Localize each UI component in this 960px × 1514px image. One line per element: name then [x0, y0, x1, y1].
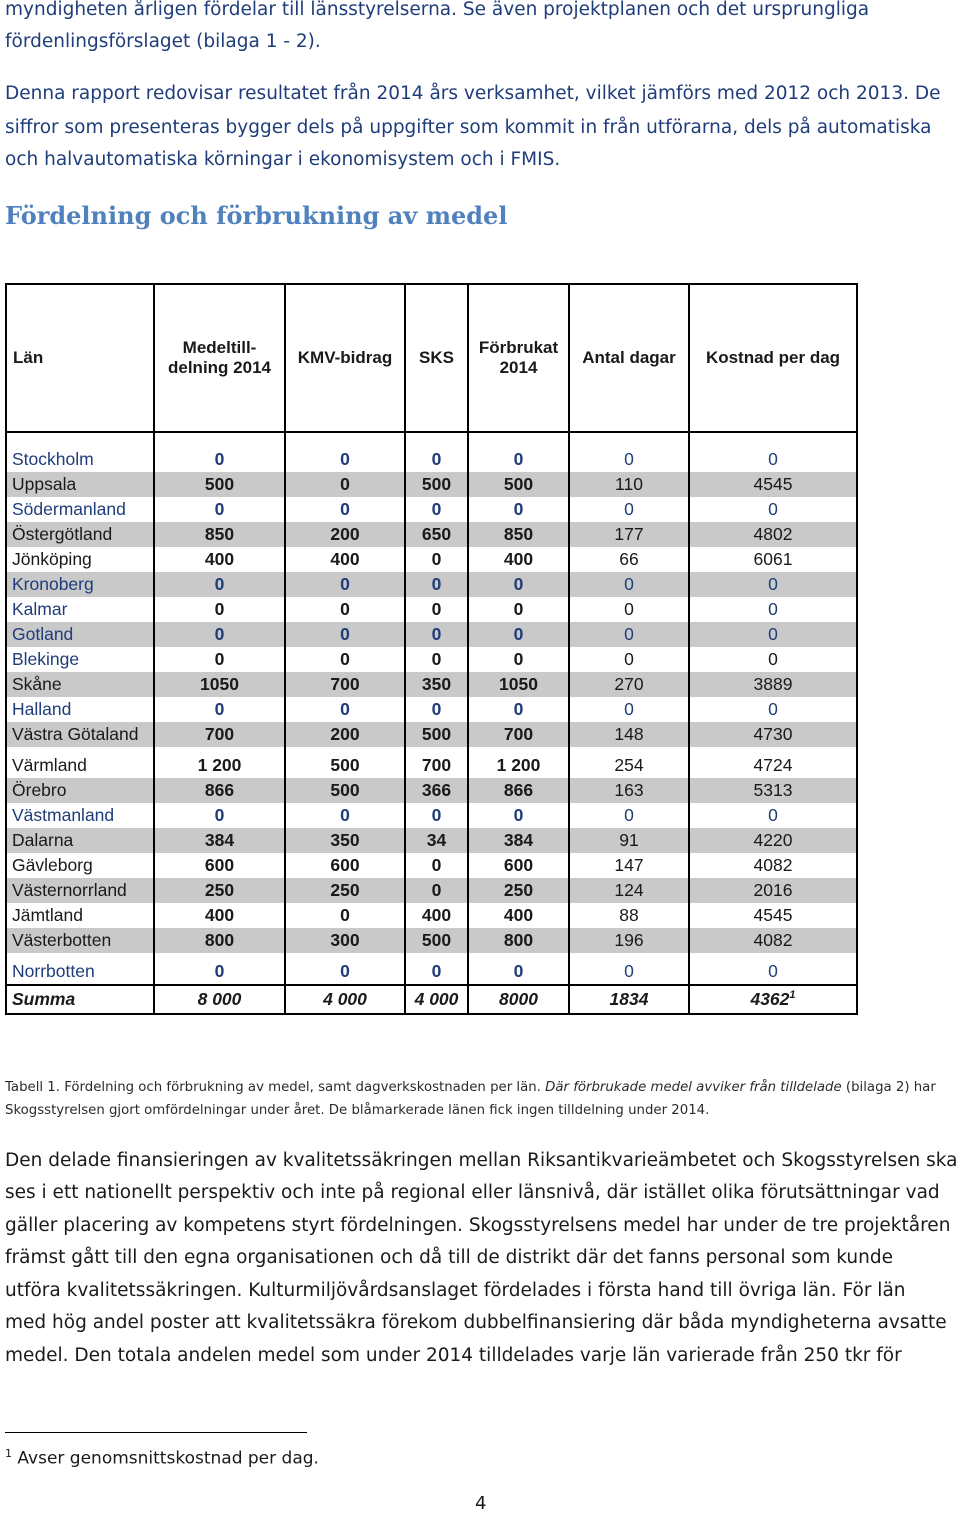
cell-lan: Kronoberg [6, 572, 154, 597]
cell-forbrukat: 800 [468, 928, 569, 953]
cell-antal: 91 [569, 828, 689, 853]
header-forbrukat-line-1: Förbrukat [478, 338, 559, 357]
allocation-table [5, 283, 858, 1015]
cell-antal: 0 [569, 432, 689, 472]
summary-medel: 8 000 [154, 985, 285, 1014]
cell-antal: 0 [569, 697, 689, 722]
cell-lan: Gotland [6, 622, 154, 647]
cell-antal: 0 [569, 497, 689, 522]
cell-forbrukat: 0 [468, 432, 569, 472]
cell-lan: Blekinge [6, 647, 154, 672]
cell-antal: 196 [569, 928, 689, 953]
cell-kmv: 0 [285, 497, 405, 522]
cell-kostnad: 0 [689, 803, 857, 828]
intro-line-3: Denna rapport redovisar resultatet från 2014 års verksamhet, vilket jämförs med 2012 och 2013. De [5, 83, 941, 104]
cell-lan: Värmland [6, 747, 154, 778]
cell-antal: 0 [569, 647, 689, 672]
table-row [6, 878, 857, 903]
footnote-divider [5, 1432, 307, 1433]
caption-part-3: (bilaga 2) har [841, 1080, 936, 1095]
page-number: 4 [475, 1493, 487, 1514]
cell-forbrukat: 0 [468, 597, 569, 622]
cell-forbrukat: 866 [468, 778, 569, 803]
cell-kmv: 0 [285, 472, 405, 497]
summary-sks: 4 000 [405, 985, 468, 1014]
cell-kmv: 300 [285, 928, 405, 953]
cell-kostnad: 4082 [689, 853, 857, 878]
cell-medel: 0 [154, 803, 285, 828]
caption-line-2: Skogsstyrelsen gjort omfördelningar under året. De blåmarkerade länen fick ingen tilldelning under 2014. [5, 1103, 710, 1118]
table-row [6, 522, 857, 547]
cell-kmv: 0 [285, 572, 405, 597]
header-forbrukat-line-2: 2014 [499, 358, 538, 377]
footnote-text: Avser genomsnittskostnad per dag. [12, 1448, 319, 1469]
cell-sks: 0 [405, 497, 468, 522]
cell-antal: 147 [569, 853, 689, 878]
intro-line-1: myndigheten årligen fördelar till länsstyrelserna. Se även projektplanen och det ursprungliga [5, 0, 870, 20]
cell-forbrukat: 500 [468, 472, 569, 497]
cell-medel: 700 [154, 722, 285, 747]
cell-medel: 384 [154, 828, 285, 853]
cell-sks: 400 [405, 903, 468, 928]
cell-medel: 0 [154, 572, 285, 597]
cell-kmv: 250 [285, 878, 405, 903]
table-row [6, 747, 857, 778]
body-line-7: medel. Den totala andelen medel som under 2014 tilldelades varje län varierade från 250 tkr för [5, 1345, 902, 1366]
cell-kostnad: 4724 [689, 747, 857, 778]
cell-kmv: 0 [285, 953, 405, 985]
cell-forbrukat: 0 [468, 953, 569, 985]
table-caption [5, 1076, 955, 1122]
table-row [6, 572, 857, 597]
summary-kostnad-cell [689, 985, 857, 1014]
cell-forbrukat: 0 [468, 497, 569, 522]
cell-lan: Västmanland [6, 803, 154, 828]
cell-antal: 254 [569, 747, 689, 778]
cell-kmv: 0 [285, 903, 405, 928]
cell-lan: Jönköping [6, 547, 154, 572]
header-medel-line-2: delning 2014 [168, 358, 271, 377]
cell-kmv: 0 [285, 803, 405, 828]
cell-antal: 124 [569, 878, 689, 903]
cell-lan: Uppsala [6, 472, 154, 497]
cell-kostnad: 0 [689, 597, 857, 622]
cell-kmv: 350 [285, 828, 405, 853]
body-line-5: utföra kvalitetssäkringen. Kulturmiljövårdsanslaget fördelades i första hand till övriga län. För län [5, 1280, 906, 1301]
header-kmv-bidrag: KMV-bidrag [285, 284, 405, 432]
cell-forbrukat: 1050 [468, 672, 569, 697]
cell-lan: Östergötland [6, 522, 154, 547]
intro-line-4: siffror som presenteras bygger dels på uppgifter som kommit in från utförarna, dels på automatiska [5, 117, 932, 138]
cell-kostnad: 0 [689, 647, 857, 672]
cell-kmv: 0 [285, 697, 405, 722]
cell-forbrukat: 400 [468, 547, 569, 572]
cell-kostnad: 0 [689, 497, 857, 522]
cell-lan: Norrbotten [6, 953, 154, 985]
section-heading: Fördelning och förbrukning av medel [5, 201, 508, 230]
cell-antal: 88 [569, 903, 689, 928]
header-medeltilldelning [154, 284, 285, 432]
cell-antal: 66 [569, 547, 689, 572]
cell-lan: Dalarna [6, 828, 154, 853]
cell-kmv: 0 [285, 622, 405, 647]
table-row [6, 647, 857, 672]
cell-kostnad: 4802 [689, 522, 857, 547]
cell-lan: Gävleborg [6, 853, 154, 878]
cell-kmv: 0 [285, 597, 405, 622]
cell-lan: Västernorrland [6, 878, 154, 903]
cell-forbrukat: 700 [468, 722, 569, 747]
caption-italic: Där förbrukade medel avviker från tilldelade [545, 1080, 842, 1095]
cell-sks: 34 [405, 828, 468, 853]
cell-kostnad: 0 [689, 572, 857, 597]
table-row [6, 432, 857, 472]
cell-kmv: 200 [285, 722, 405, 747]
cell-kostnad: 4730 [689, 722, 857, 747]
body-line-1: Den delade finansieringen av kvalitetssäkringen mellan Riksantikvarieämbetet och Skogsstyrelsen ska [5, 1150, 958, 1171]
table-row [6, 953, 857, 985]
cell-medel: 1 200 [154, 747, 285, 778]
cell-medel: 400 [154, 547, 285, 572]
cell-kostnad: 5313 [689, 778, 857, 803]
cell-medel: 0 [154, 597, 285, 622]
body-line-4: främst gått till den egna organisationen och då till de distrikt där det fanns personal som kunde [5, 1247, 893, 1268]
cell-medel: 1050 [154, 672, 285, 697]
cell-kostnad: 0 [689, 622, 857, 647]
cell-medel: 250 [154, 878, 285, 903]
cell-kmv: 200 [285, 522, 405, 547]
cell-lan: Stockholm [6, 432, 154, 472]
table-row [6, 497, 857, 522]
table-body [6, 432, 857, 1014]
caption-part-1: Tabell 1. Fördelning och förbrukning av medel, samt dagverkskostnaden per län. [5, 1080, 546, 1095]
table-row [6, 472, 857, 497]
cell-kmv: 400 [285, 547, 405, 572]
cell-kostnad: 6061 [689, 547, 857, 572]
cell-sks: 0 [405, 878, 468, 903]
footnote [5, 1447, 319, 1469]
table-row [6, 903, 857, 928]
cell-forbrukat: 0 [468, 622, 569, 647]
cell-kmv: 500 [285, 778, 405, 803]
cell-kmv: 500 [285, 747, 405, 778]
cell-antal: 0 [569, 572, 689, 597]
cell-sks: 0 [405, 647, 468, 672]
cell-kmv: 0 [285, 647, 405, 672]
cell-medel: 600 [154, 853, 285, 878]
cell-medel: 850 [154, 522, 285, 547]
table-row [6, 597, 857, 622]
cell-lan: Kalmar [6, 597, 154, 622]
header-sks: SKS [405, 284, 468, 432]
table-row [6, 672, 857, 697]
table-row [6, 853, 857, 878]
intro-line-2: fördenlingsförslaget (bilaga 1 - 2). [5, 31, 321, 52]
cell-kmv: 0 [285, 432, 405, 472]
cell-forbrukat: 1 200 [468, 747, 569, 778]
body-line-6: med hög andel poster att kvalitetssäkra förekom dubbelfinansiering där båda myndigheterna avsatte [5, 1312, 947, 1333]
cell-sks: 0 [405, 953, 468, 985]
cell-forbrukat: 0 [468, 572, 569, 597]
cell-kostnad: 4082 [689, 928, 857, 953]
cell-sks: 0 [405, 572, 468, 597]
table-row [6, 928, 857, 953]
cell-kostnad: 0 [689, 432, 857, 472]
cell-medel: 0 [154, 953, 285, 985]
header-medel-line-1: Medeltill- [182, 338, 257, 357]
cell-forbrukat: 400 [468, 903, 569, 928]
cell-sks: 500 [405, 928, 468, 953]
cell-sks: 500 [405, 722, 468, 747]
cell-medel: 0 [154, 622, 285, 647]
cell-antal: 148 [569, 722, 689, 747]
table-header-row [6, 284, 857, 432]
cell-antal: 110 [569, 472, 689, 497]
table-row [6, 547, 857, 572]
cell-antal: 270 [569, 672, 689, 697]
summary-kostnad: 4362 [750, 989, 790, 1009]
cell-forbrukat: 0 [468, 803, 569, 828]
cell-kostnad: 0 [689, 953, 857, 985]
cell-antal: 0 [569, 622, 689, 647]
cell-lan: Örebro [6, 778, 154, 803]
cell-sks: 0 [405, 547, 468, 572]
cell-antal: 0 [569, 953, 689, 985]
table-row [6, 803, 857, 828]
cell-forbrukat: 600 [468, 853, 569, 878]
summary-row [6, 985, 857, 1014]
cell-sks: 0 [405, 697, 468, 722]
cell-antal: 0 [569, 803, 689, 828]
footnote-mark: 1 [5, 1447, 12, 1460]
cell-forbrukat: 0 [468, 697, 569, 722]
summary-antal: 1834 [569, 985, 689, 1014]
cell-sks: 650 [405, 522, 468, 547]
cell-medel: 0 [154, 647, 285, 672]
header-lan: Län [6, 284, 154, 432]
table-row [6, 828, 857, 853]
cell-sks: 0 [405, 597, 468, 622]
cell-kostnad: 2016 [689, 878, 857, 903]
cell-sks: 350 [405, 672, 468, 697]
cell-sks: 0 [405, 622, 468, 647]
cell-forbrukat: 0 [468, 647, 569, 672]
cell-lan: Jämtland [6, 903, 154, 928]
cell-lan: Skåne [6, 672, 154, 697]
table-row [6, 697, 857, 722]
cell-kostnad: 4220 [689, 828, 857, 853]
cell-sks: 366 [405, 778, 468, 803]
cell-kmv: 700 [285, 672, 405, 697]
header-antal-dagar: Antal dagar [569, 284, 689, 432]
cell-kostnad: 4545 [689, 472, 857, 497]
cell-lan: Halland [6, 697, 154, 722]
cell-sks: 0 [405, 432, 468, 472]
cell-lan: Västerbotten [6, 928, 154, 953]
summary-kmv: 4 000 [285, 985, 405, 1014]
cell-antal: 0 [569, 597, 689, 622]
cell-sks: 0 [405, 853, 468, 878]
body-line-3: gäller placering av kompetens styrt fördelningen. Skogsstyrelsens medel har under de tre projektåren [5, 1215, 951, 1236]
table-row [6, 722, 857, 747]
table-row [6, 622, 857, 647]
cell-medel: 800 [154, 928, 285, 953]
summary-footnote-mark[interactable]: 1 [789, 989, 796, 1002]
cell-medel: 400 [154, 903, 285, 928]
table-row [6, 778, 857, 803]
summary-forbrukat: 8000 [468, 985, 569, 1014]
body-line-2: ses i ett nationellt perspektiv och inte på regional eller länsnivå, där istället olika förutsättningar vad [5, 1182, 940, 1203]
cell-medel: 0 [154, 497, 285, 522]
cell-lan: Södermanland [6, 497, 154, 522]
cell-kostnad: 3889 [689, 672, 857, 697]
cell-kostnad: 4545 [689, 903, 857, 928]
cell-sks: 0 [405, 803, 468, 828]
header-kostnad-per-dag: Kostnad per dag [689, 284, 857, 432]
cell-lan: Västra Götaland [6, 722, 154, 747]
cell-forbrukat: 850 [468, 522, 569, 547]
cell-sks: 700 [405, 747, 468, 778]
summary-label: Summa [6, 985, 154, 1014]
cell-medel: 0 [154, 432, 285, 472]
intro-line-5: och halvautomatiska körningar i ekonomisystem och i FMIS. [5, 149, 561, 170]
cell-antal: 163 [569, 778, 689, 803]
header-forbrukat [468, 284, 569, 432]
cell-forbrukat: 384 [468, 828, 569, 853]
cell-sks: 500 [405, 472, 468, 497]
cell-medel: 866 [154, 778, 285, 803]
cell-forbrukat: 250 [468, 878, 569, 903]
cell-kmv: 600 [285, 853, 405, 878]
cell-medel: 0 [154, 697, 285, 722]
cell-kostnad: 0 [689, 697, 857, 722]
cell-medel: 500 [154, 472, 285, 497]
cell-antal: 177 [569, 522, 689, 547]
